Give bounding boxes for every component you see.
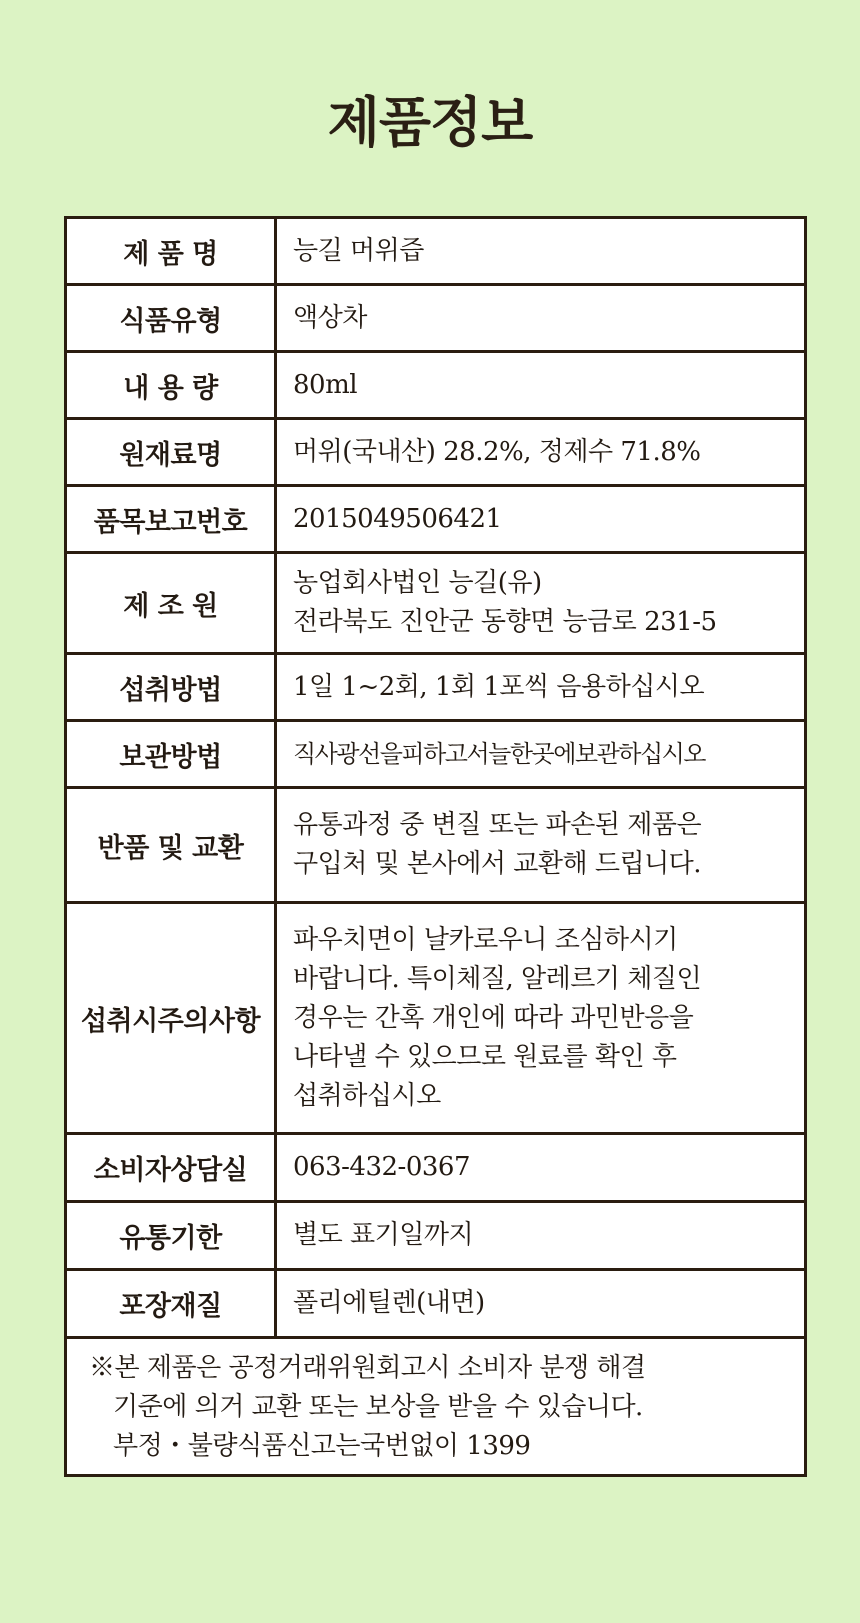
value-line: 경우는 간혹 개인에 따라 과민반응을 xyxy=(293,1002,694,1033)
value-line: 나타낼 수 있으므로 원료를 확인 후 xyxy=(293,1041,677,1072)
product-info-table xyxy=(64,216,807,1477)
row-label: 식품유형 xyxy=(66,285,276,352)
table-row-consumer-center xyxy=(66,1134,806,1202)
notice-cell xyxy=(66,1338,806,1476)
row-value xyxy=(276,1134,806,1202)
table-row-storage-method xyxy=(66,721,806,788)
table-row-packaging xyxy=(66,1270,806,1338)
value-line: 직사광선을피하고서늘한곳에보관하십시오 xyxy=(293,739,705,768)
value-line: 유통과정 중 변질 또는 파손된 제품은 xyxy=(293,810,702,840)
table-row-expiry xyxy=(66,1202,806,1270)
table-row-intake-method xyxy=(66,654,806,721)
row-label: 포장재질 xyxy=(66,1270,276,1338)
notice-line: ※본 제품은 공정거래위원회고시 소비자 분쟁 해결 xyxy=(89,1353,646,1383)
value-line: 바랍니다. 특이체질, 알레르기 체질인 xyxy=(293,963,702,994)
row-label: 품목보고번호 xyxy=(66,486,276,553)
value-line: 별도 표기일까지 xyxy=(293,1220,474,1250)
value-line: 전라북도 진안군 동향면 능금로 231-5 xyxy=(293,607,717,637)
row-label: 섭취방법 xyxy=(66,654,276,721)
row-value xyxy=(276,352,806,419)
table-row-return-exchange xyxy=(66,788,806,903)
table-row-product-name xyxy=(66,218,806,285)
row-value xyxy=(276,721,806,788)
row-label: 내 용 량 xyxy=(66,352,276,419)
table-row-food-type xyxy=(66,285,806,352)
value-line: 063-432-0367 xyxy=(293,1152,470,1182)
table-row-ingredients xyxy=(66,419,806,486)
row-label: 유통기한 xyxy=(66,1202,276,1270)
value-line: 섭취하십시오 xyxy=(293,1080,441,1111)
row-label: 원재료명 xyxy=(66,419,276,486)
value-line: 1일 1~2회, 1회 1포씩 음용하십시오 xyxy=(293,671,705,702)
row-value xyxy=(276,903,806,1134)
row-value xyxy=(276,1202,806,1270)
value-line: 80ml xyxy=(293,369,358,400)
page-title: 제품정보 xyxy=(327,91,533,154)
table-row-volume xyxy=(66,352,806,419)
value-line: 2015049506421 xyxy=(293,503,502,534)
row-value xyxy=(276,553,806,654)
row-label: 섭취시주의사항 xyxy=(66,903,276,1134)
row-value xyxy=(276,285,806,352)
row-value xyxy=(276,788,806,903)
value-line: 파우치면이 날카로우니 조심하시기 xyxy=(293,924,678,955)
row-value xyxy=(276,486,806,553)
row-label: 소비자상담실 xyxy=(66,1134,276,1202)
value-line: 농업회사법인 능길(유) xyxy=(293,568,542,598)
row-value xyxy=(276,654,806,721)
table-row-report-number xyxy=(66,486,806,553)
table-row-intake-cautions xyxy=(66,903,806,1134)
notice-line: 기준에 의거 교환 또는 보상을 받을 수 있습니다. xyxy=(113,1392,643,1422)
row-label: 반품 및 교환 xyxy=(66,788,276,903)
row-label: 제 조 원 xyxy=(66,553,276,654)
value-line: 구입처 및 본사에서 교환해 드립니다. xyxy=(293,849,702,879)
row-label: 보관방법 xyxy=(66,721,276,788)
notice-line: 부정・불량식품신고는국번없이 1399 xyxy=(113,1431,531,1461)
value-line: 머위(국내산) 28.2%, 정제수 71.8% xyxy=(293,436,701,467)
row-value xyxy=(276,419,806,486)
row-value xyxy=(276,1270,806,1338)
row-value xyxy=(276,218,806,285)
value-line: 능길 머위즙 xyxy=(293,235,424,266)
row-label: 제 품 명 xyxy=(66,218,276,285)
table-row-manufacturer xyxy=(66,553,806,654)
value-line: 폴리에틸렌(내면) xyxy=(293,1288,485,1318)
value-line: 액상차 xyxy=(293,302,367,333)
table-row-notice xyxy=(66,1338,806,1476)
